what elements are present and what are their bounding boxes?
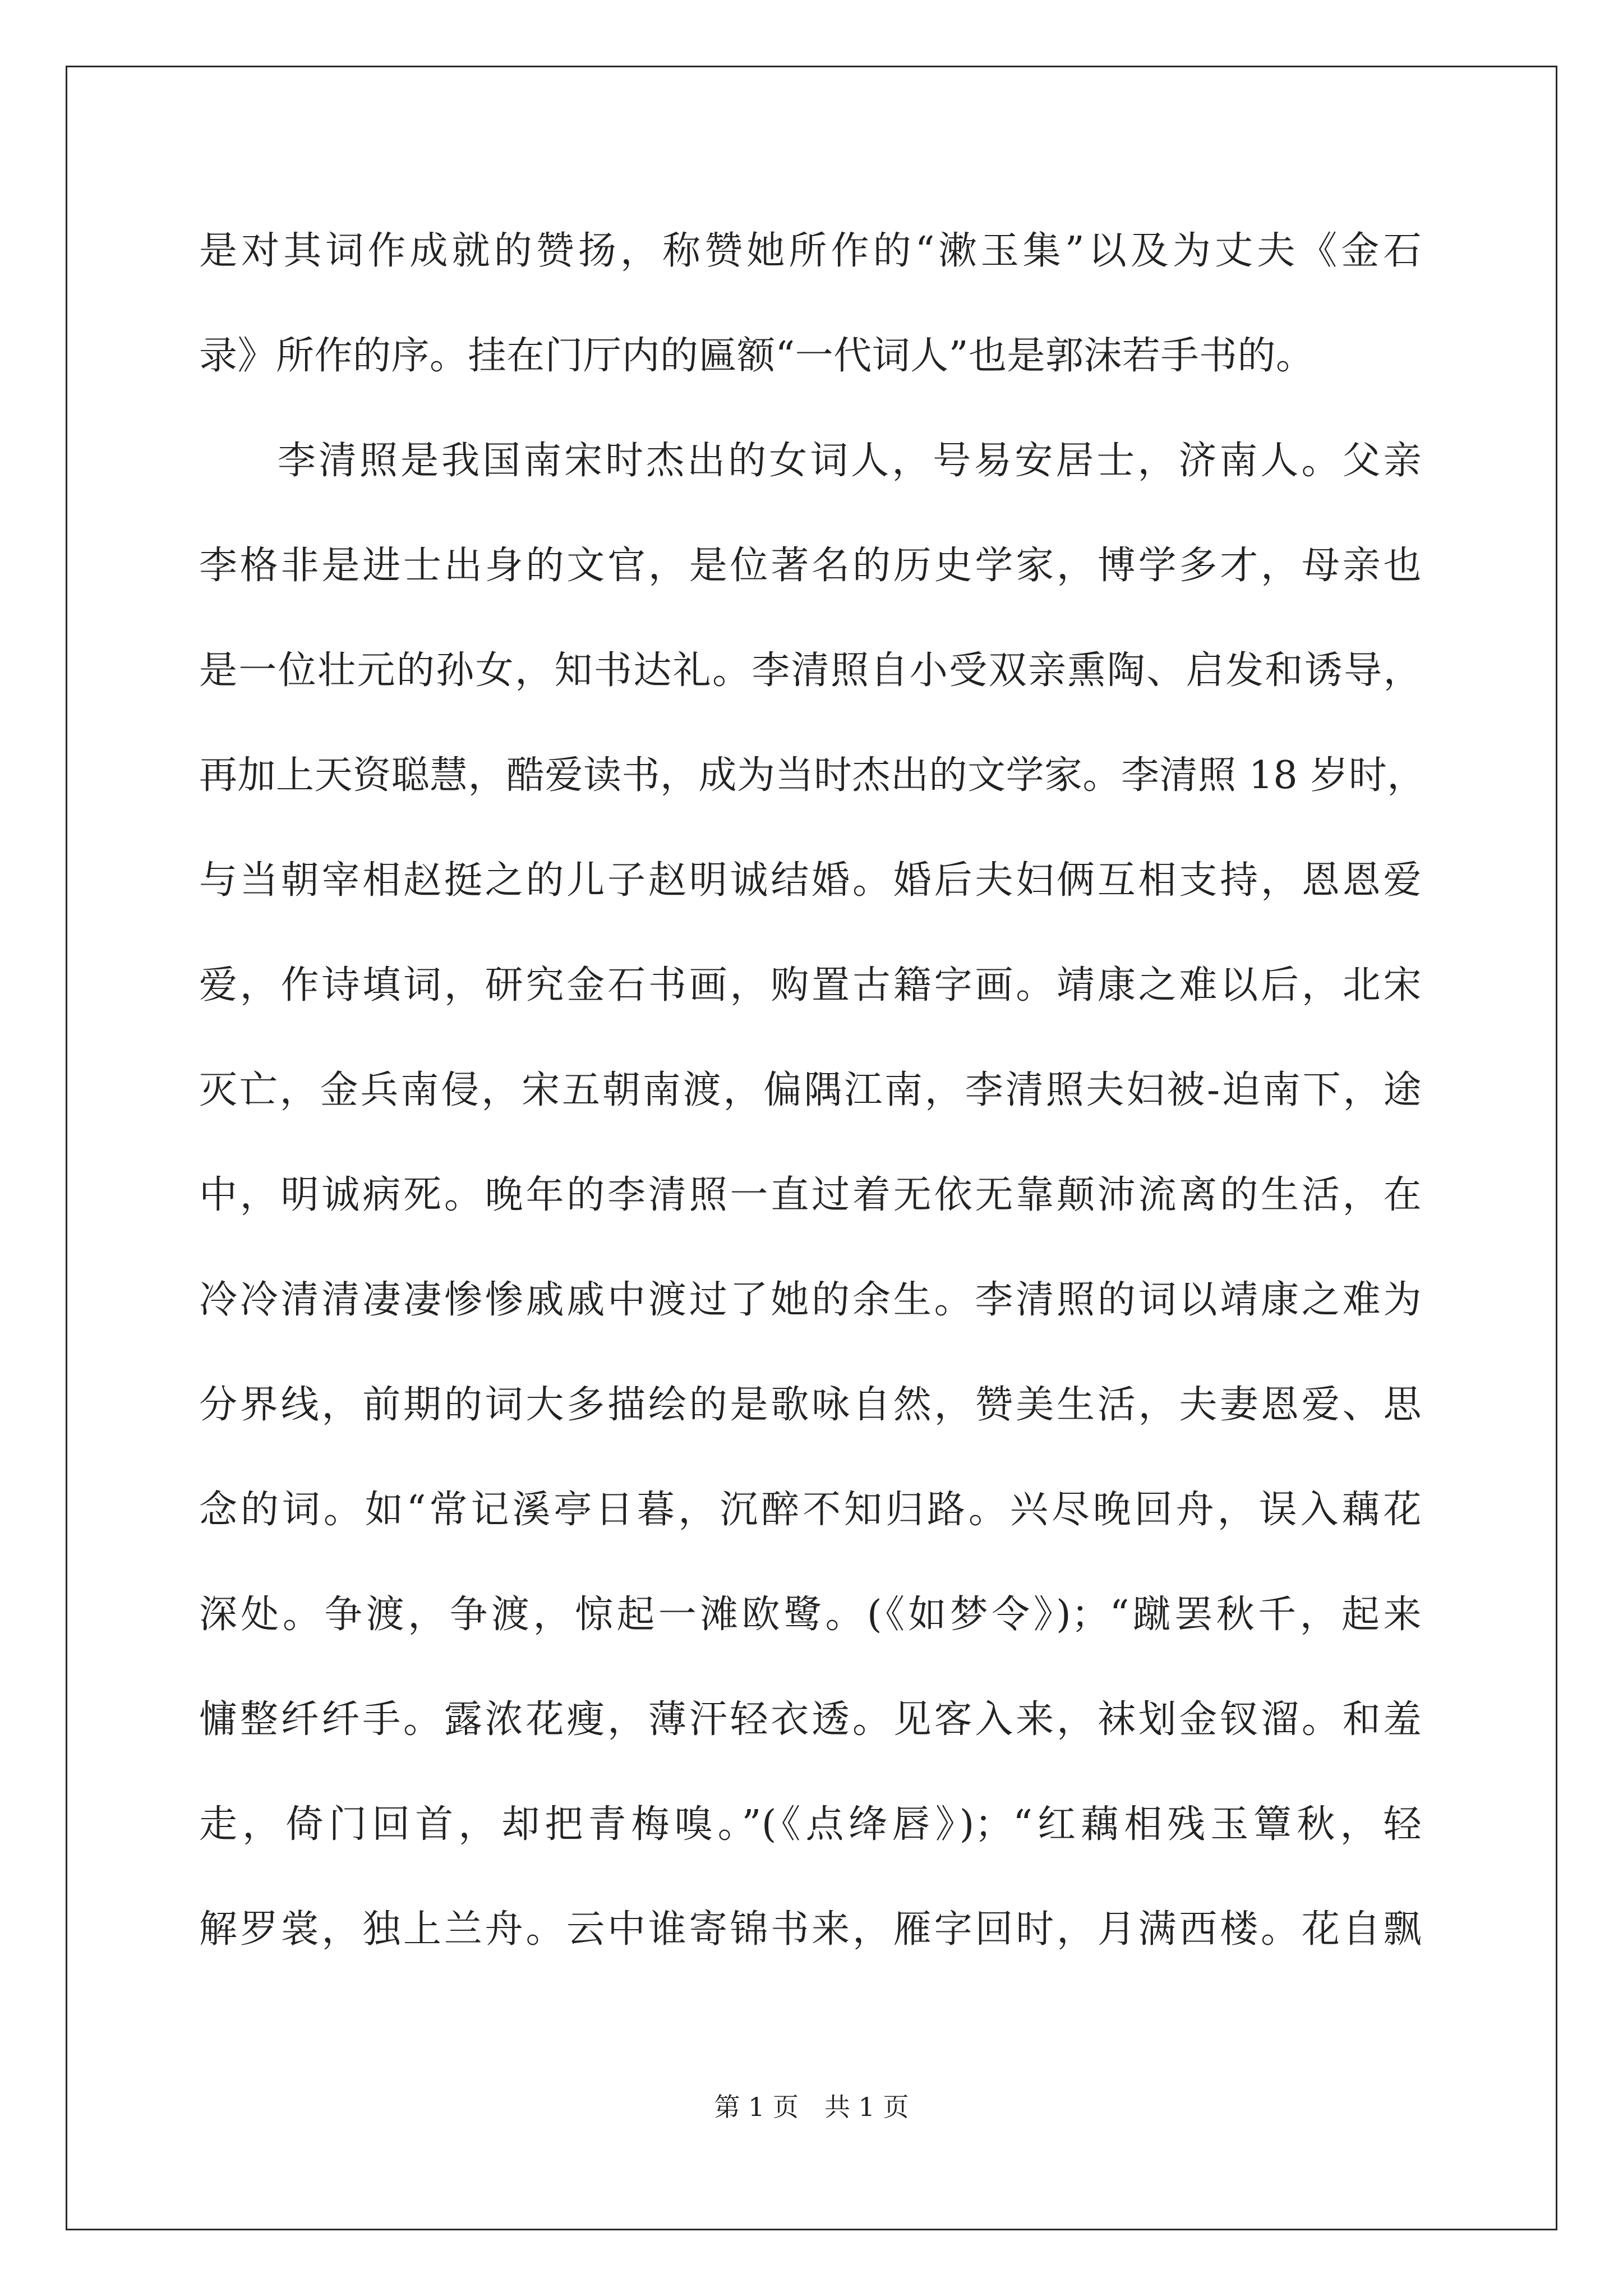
body-line: 与当朝宰相赵挺之的儿子赵明诚结婚。婚后夫妇俩互相支持，恩恩爱 xyxy=(199,858,1422,903)
body-line: 李格非是进士出身的文官，是位著名的历史学家，博学多才，母亲也 xyxy=(199,544,1422,588)
body-line: 解罗裳，独上兰舟。云中谁寄锦书来，雁字回时，月满西楼。花自飘 xyxy=(199,1907,1422,1952)
body-line: 是一位壮元的孙女，知书达礼。李清照自小受双亲熏陶、启发和诱导， xyxy=(199,648,1422,693)
body-line: 爱，作诗填词，研究金石书画，购置古籍字画。靖康之难以后，北宋 xyxy=(199,963,1422,1007)
body-line: 念的词。如“常记溪亭日暮，沉醉不知归路。兴尽晚回舟，误入藕花 xyxy=(199,1488,1422,1532)
body-line: 慵整纤纤手。露浓花瘦，薄汗轻衣透。见客入来，袜划金钗溜。和羞 xyxy=(199,1697,1422,1742)
document-body xyxy=(199,218,1426,2001)
page-number-footer: 第 1 页 共 1 页 xyxy=(714,2092,909,2122)
body-line: 再加上天资聪慧，酷爱读书，成为当时杰出的文学家。李清照 18 岁时， xyxy=(199,753,1426,798)
body-line: 冷冷清清凄凄惨惨戚戚中渡过了她的余生。李清照的词以靖康之难为 xyxy=(199,1278,1422,1322)
body-line: 分界线，前期的词大多描绘的是歌咏自然，赞美生活，夫妻恩爱、思 xyxy=(199,1383,1422,1427)
body-line: 走，倚门回首，却把青梅嗅。”(《点绛唇》)；“红藕相残玉簟秋，轻 xyxy=(199,1802,1422,1847)
paragraph-first-line: 李清照是我国南宋时杰出的女词人，号易安居士，济南人。父亲 xyxy=(278,439,1422,483)
body-line: 灭亡，金兵南侵，宋五朝南渡，偏隅江南，李清照夫妇被-迫南下，途 xyxy=(199,1068,1422,1112)
body-line: 中，明诚病死。晚年的李清照一直过着无依无靠颠沛流离的生活，在 xyxy=(199,1173,1422,1217)
body-line: 深处。争渡，争渡，惊起一滩欧鹭。(《如梦令》)；“蹴罢秋千，起来 xyxy=(199,1593,1422,1637)
body-line: 是对其词作成就的赞扬，称赞她所作的“漱玉集”以及为丈夫《金石 xyxy=(199,229,1422,273)
body-line: 录》所作的序。挂在门厅内的匾额“一代词人”也是郭沫若手书的。 xyxy=(199,334,1315,378)
